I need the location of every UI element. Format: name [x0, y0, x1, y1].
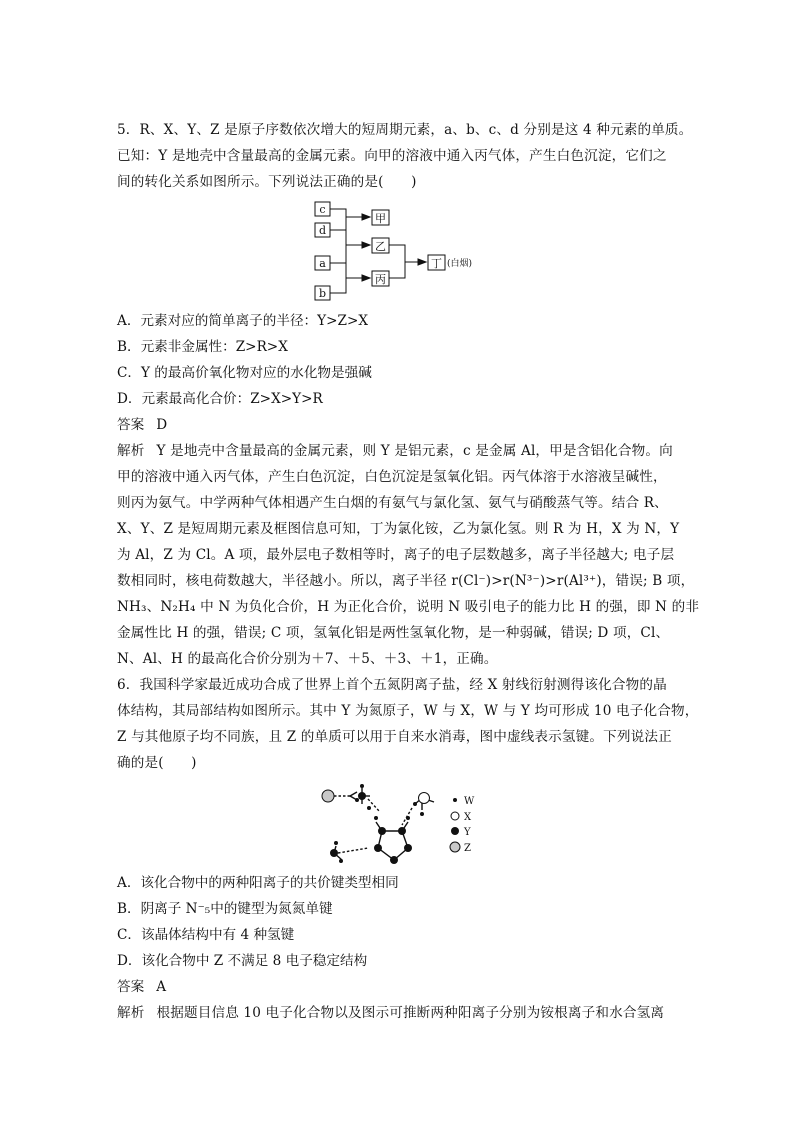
atom-x-right — [419, 793, 430, 804]
q5-answer-value: D — [156, 417, 168, 433]
q5-analysis-line-6: 数相同时，核电荷数越大，半径越小。所以，离子半径 r(Cl⁻)>r(N³⁻)>r(Al³⁺)，错误; B 项， — [117, 573, 695, 589]
q6-option-d: D．该化合物中 Z 不满足 8 电子稳定结构 — [117, 953, 368, 969]
q5-option-a: A．元素对应的简单离子的半径：Y>Z>X — [117, 313, 369, 329]
q5-stem-line-3: 间的转化关系如图所示。下列说法正确的是( ) — [117, 174, 417, 190]
atom-z-left — [322, 790, 334, 802]
q6-crystal-structure-figure — [310, 780, 490, 870]
q5-flow-diagram — [300, 196, 500, 306]
label-yi: 乙 — [375, 240, 386, 253]
atom-y-3 — [398, 827, 406, 835]
q5-analysis-line-2: 甲的溶液中通入丙气体，产生白色沉淀，白色沉淀是氢氧化铝。丙气体溶于水溶液呈碱性， — [117, 469, 667, 485]
label-a: a — [319, 257, 326, 270]
q5-answer — [117, 416, 167, 434]
q6-answer-label: 答案 — [117, 979, 145, 995]
q6-analysis-label: 解析 — [117, 1005, 145, 1021]
q5-analysis-line-7: NH₃、N₂H₄ 中 N 为负化合价，H 为正化合价，说明 N 吸引电子的能力比 H 的强，即 N 的非 — [117, 599, 700, 615]
q6-stem-line-3: Z 与其他原子均不同族，且 Z 的单质可以用于自来水消毒，图中虚线表示氢键。下列说法正 — [117, 729, 672, 745]
q5-option-d: D．元素最高化合价：Z>X>Y>R — [117, 391, 323, 407]
q5-option-c: C．Y 的最高价氧化物对应的水化物是强碱 — [117, 365, 372, 381]
atom-y-6 — [374, 844, 382, 852]
q6-answer — [117, 978, 166, 996]
q6-stem-line-1: 6．我国科学家最近成功合成了世界上首个五氮阴离子盐，经 X 射线衍射测得该化合物的晶 — [117, 677, 667, 693]
q5-answer-label: 答案 — [117, 417, 145, 433]
figure-legend — [450, 796, 475, 854]
q6-answer-value: A — [156, 979, 167, 995]
q6-stem-line-4: 确的是( ) — [117, 755, 197, 771]
q5-stem-line-1: 5．R、X、Y、Z 是原子序数依次增大的短周期元素，a、b、c、d 分别是这 4 种元素的单质。 — [117, 122, 693, 138]
label-bing: 丙 — [375, 273, 386, 286]
q6-stem-line-2: 体结构，其局部结构如图所示。其中 Y 为氮原子，W 与 X，W 与 Y 均可形成 10 电子化合物， — [117, 703, 699, 719]
q5-analysis-line-9: N、Al、H 的最高化合价分别为＋7、＋5、＋3、＋1，正确。 — [117, 651, 498, 667]
legend-x: X — [464, 812, 472, 823]
q5-option-b: B．元素非金属性：Z>R>X — [117, 339, 288, 355]
label-ding: 丁 — [431, 257, 442, 270]
label-white-smoke: (白烟) — [447, 259, 473, 269]
q5-analysis-line-3: 则丙为氨气。中学两种气体相遇产生白烟的有氨气与氯化氢、氨气与硝酸蒸气等。结合 R、 — [117, 495, 668, 511]
q5-analysis-line-1: 解析 Y 是地壳中含量最高的金属元素，则 Y 是铝元素，c 是金属 Al，甲是含铝化合物。向 — [117, 443, 673, 459]
q5-analysis-line-5: 为 Al，Z 为 Cl。A 项，最外层电子数相等时，离子的电子层数越多，离子半径越大; 电子层 — [117, 547, 675, 563]
legend-z: Z — [464, 843, 471, 854]
q6-option-b: B．阴离子 N⁻₅中的键型为氮氮单键 — [117, 901, 333, 917]
atom-y-2 — [378, 827, 386, 835]
label-jia: 甲 — [375, 212, 386, 225]
q5-analysis-label: 解析 — [117, 443, 145, 459]
atom-y-4 — [404, 844, 412, 852]
atom-y-7 — [330, 849, 338, 857]
q5-analysis-line-8: 金属性比 H 的强，错误; C 项，氢氧化铝是两性氢氧化物，是一种弱碱，错误; D 项，Cl、 — [117, 625, 670, 641]
legend-y: Y — [464, 827, 471, 838]
atom-y-5 — [390, 856, 398, 864]
q5-analysis-line-4: X、Y、Z 是短周期元素及框图信息可知，丁为氯化铵，乙为氯化氢。则 R 为 H，X 为 N，Y — [117, 521, 680, 537]
label-c: c — [319, 203, 326, 216]
q6-analysis-line-1: 解析 根据题目信息 10 电子化合物以及图示可推断两种阳离子分别为铵根离子和水合氢离 — [117, 1005, 665, 1021]
q6-option-c: C．该晶体结构中有 4 种氢键 — [117, 927, 295, 943]
label-d: d — [318, 224, 327, 237]
q6-option-a: A．该化合物中的两种阳离子的共价键类型相同 — [117, 875, 399, 891]
label-b: b — [318, 287, 327, 300]
legend-w: W — [464, 796, 475, 807]
atom-y-1 — [358, 792, 366, 800]
q5-stem-line-2: 已知：Y 是地壳中含量最高的金属元素。向甲的溶液中通入丙气体，产生白色沉淀，它们之 — [117, 148, 667, 164]
